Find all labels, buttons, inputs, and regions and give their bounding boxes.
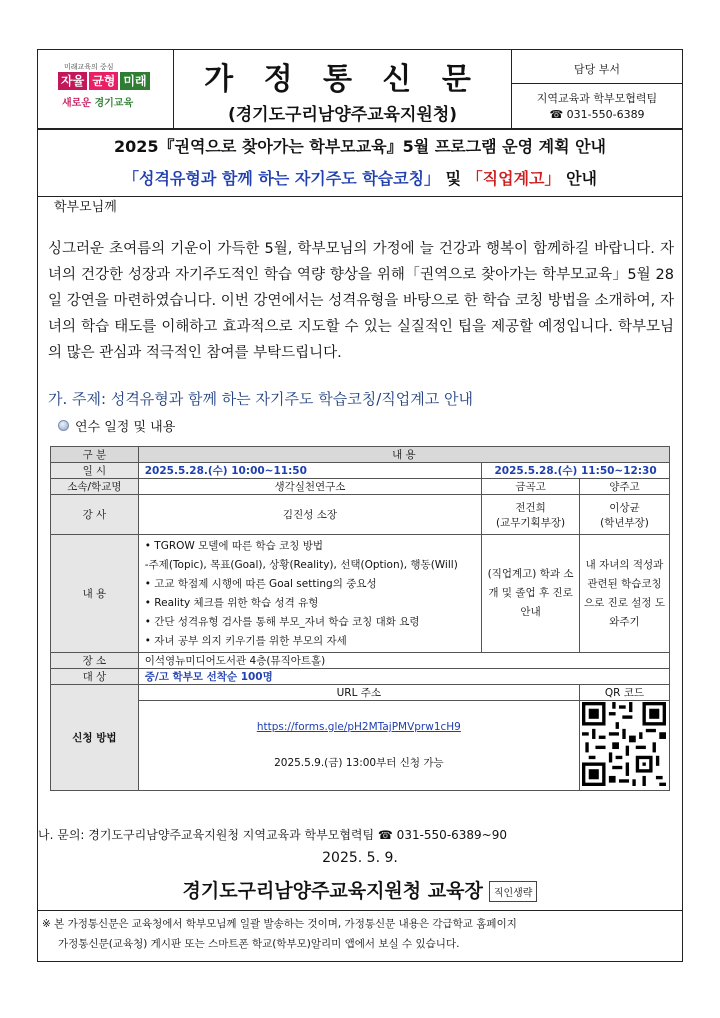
- qr-cell: [579, 701, 669, 791]
- content-1: [138, 535, 481, 653]
- headline-program: 2025『권역으로 찾아가는 학부모교육』5월 프로그램: [113, 137, 497, 156]
- department-label: 담당 부서: [512, 58, 682, 84]
- label-place: 장 소: [51, 653, 139, 669]
- schedule-table: [50, 446, 670, 791]
- lecturer-1: 김진성 소장: [138, 495, 481, 535]
- logo: [58, 72, 150, 90]
- seal-omitted-stamp: 직인생략: [489, 881, 538, 902]
- signer: [38, 876, 682, 903]
- content-item: • Reality 체크를 위한 학습 성격 유형: [144, 596, 319, 609]
- headline-plan: 운영 계획 안내: [496, 137, 607, 156]
- footnote-line-2: 가정통신문(교육청) 게시판 또는 스마트폰 학교(학부모)알리미 앱에서 보실 수 있습니다.: [58, 938, 460, 950]
- logo-sub-1: 새로운: [62, 98, 91, 109]
- body-text: 싱그러운 초여름의 기운이 가득한 5월, 학부모님의 가정에 늘 건강과 행복이 함께하길 바랍니다. 자녀의 건강한 성장과 자기주도적인 학습 역량 향상을 위해「권역으로 찾아가는 학부모교육」5월 28일 강연을 마련하였습니다. 이번 강연에서는 성격유형을 바탕으로 한 학습 코칭 방법을 소개하여, 자녀의 학습 태도를 이해하고 효과적으로 지도할 수 있는 실질적인 팁을 제공할 예정입니다. 학부모님의 많은 관심과 적극적인 참여를 부탁드립니다.: [48, 241, 674, 361]
- logo-sub-2: 경기교육: [94, 98, 134, 109]
- lecturer-2: [482, 495, 580, 535]
- logo-word: 미래: [120, 72, 149, 90]
- newsletter-page: [37, 49, 683, 962]
- headline-topic-1: 「성격유형과 함께 하는 자기주도 학습코칭」: [123, 169, 441, 188]
- label-target: 대 상: [51, 669, 139, 685]
- apply-url-link[interactable]: https://forms.gle/pH2MTajPMVprw1cH9: [256, 721, 461, 733]
- org-2: 금곡고: [482, 479, 580, 495]
- logo-word: 균형: [89, 72, 118, 90]
- content-item: • TGROW 모델에 따른 학습 코칭 방법: [144, 539, 324, 552]
- department-phone: ☎ 031-550-6389: [549, 108, 645, 121]
- department-name: 지역교육과 학부모협력팀: [536, 92, 658, 105]
- divider: [38, 196, 682, 197]
- label-org: 소속/학교명: [51, 479, 139, 495]
- department-box: [512, 50, 682, 130]
- header: [38, 50, 682, 130]
- logo-subtitle: [62, 94, 133, 109]
- place: 이석영뉴미디어도서관 4층(뮤직아트홀): [138, 653, 669, 669]
- content-list: [139, 537, 481, 651]
- label-apply: 신청 방법: [51, 685, 139, 791]
- content-item: • 간단 성격유형 검사를 통해 부모_자녀 학습 코칭 대화 요령: [144, 615, 420, 628]
- apply-info: [138, 701, 579, 791]
- logo-tagline: 미래교육의 중심: [64, 63, 114, 71]
- issue-date: 2025. 5. 9.: [322, 850, 398, 866]
- office-name: (경기도구리남양주교육지원청): [227, 105, 458, 125]
- sub-item: [58, 416, 175, 435]
- datetime-2: 2025.5.28.(수) 11:50~12:30: [482, 463, 670, 479]
- logo-area: [38, 50, 174, 130]
- footnote: [42, 914, 517, 954]
- headline-line-1: [38, 134, 682, 157]
- content-item: -주제(Topic), 목표(Goal), 상황(Reality), 선택(Option), 행동(Will): [144, 558, 458, 571]
- signer-name: 경기도구리남양주교육지원청 교육장: [182, 880, 483, 902]
- apply-date: 2025.5.9.(금) 13:00부터 신청 가능: [274, 757, 444, 769]
- header-url: URL 주소: [138, 685, 579, 701]
- content-2: (직업계고) 학과 소개 및 졸업 후 진로 안내: [482, 535, 580, 653]
- header-qr: QR 코드: [579, 685, 669, 701]
- section-topic: 가. 주제: 성격유형과 함께 하는 자기주도 학습코칭/직업계고 안내: [48, 390, 473, 408]
- headline-notice: 안내: [560, 169, 597, 188]
- bullet-icon: [58, 420, 69, 431]
- lecturer-3: [579, 495, 669, 535]
- lecturer-2-name: 전건희: [515, 501, 546, 514]
- header-gubun: 구 분: [51, 447, 139, 463]
- lecturer-3-role: (학년부장): [600, 516, 649, 529]
- header-content: 내 용: [138, 447, 669, 463]
- content-item: • 고교 학점제 시행에 따른 Goal setting의 중요성: [144, 577, 377, 590]
- content-3: 내 자녀의 적성과 관련된 학습코칭으로 진로 설정 도와주기: [579, 535, 669, 653]
- logo-word: 자율: [58, 72, 87, 90]
- footnote-line-1: ※ 본 가정통신문은 교육청에서 학부모님께 일괄 발송하는 것이며, 가정통신문 내용은 각급학교 홈페이지: [42, 918, 517, 930]
- headline-line-2: [38, 166, 682, 189]
- lecturer-3-name: 이상균: [609, 501, 640, 514]
- qr-code-icon[interactable]: [580, 702, 668, 786]
- title-area: [174, 50, 512, 130]
- org-3: 양주고: [579, 479, 669, 495]
- label-datetime: 일 시: [51, 463, 139, 479]
- sub-item-label: 연수 일정 및 내용: [75, 420, 176, 435]
- inquiry: 나. 문의: 경기도구리남양주교육지원청 지역교육과 학부모협력팀 ☎ 031-550-6389~90: [38, 828, 508, 842]
- headline-and: 및: [440, 169, 467, 188]
- label-lecturer: 강 사: [51, 495, 139, 535]
- page-title: 가 정 통 신 문: [204, 62, 481, 97]
- divider: [38, 910, 682, 911]
- datetime-1: 2025.5.28.(수) 10:00~11:50: [138, 463, 481, 479]
- lecturer-2-role: (교무기획부장): [496, 516, 566, 529]
- salutation: 학부모님께: [54, 200, 117, 215]
- content-item: • 자녀 공부 의지 키우기를 위한 부모의 자세: [144, 634, 347, 647]
- label-content: 내 용: [51, 535, 139, 653]
- org-1: 생각실천연구소: [138, 479, 481, 495]
- headline-topic-2: 「직업계고」: [466, 169, 561, 188]
- target: 중/고 학부모 선착순 100명: [138, 669, 669, 685]
